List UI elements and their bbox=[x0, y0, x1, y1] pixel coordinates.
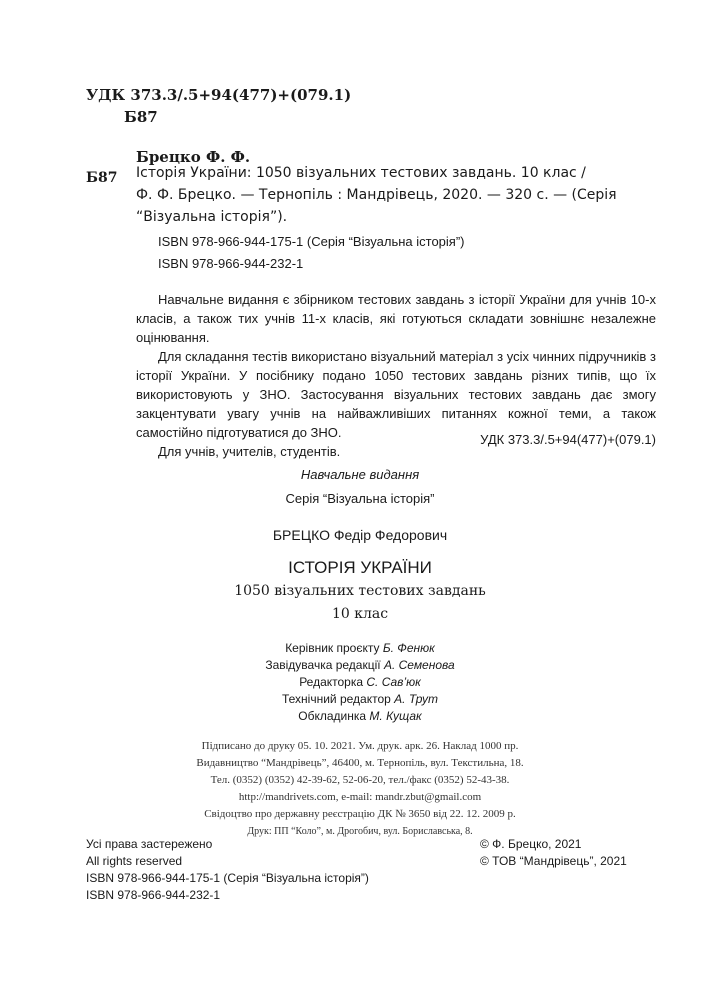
copyright-block bbox=[480, 836, 627, 870]
imprint-line: Підписано до друку 05. 10. 2021. Ум. друк. арк. 26. Наклад 1000 пр. bbox=[201, 740, 519, 752]
imprint-line: Свідоцтво про державну реєстрацію ДК № 3650 від 22. 12. 2009 р. bbox=[204, 808, 516, 820]
udk-block bbox=[86, 84, 351, 128]
credit-name: М. Кущак bbox=[369, 709, 422, 723]
credit-role: Редакторка bbox=[299, 675, 367, 689]
isbn-line: ISBN 978-966-944-175-1 (Серія “Візуальна історія”) bbox=[158, 234, 465, 249]
imprint-line: Видавництво “Мандрівець”, 46400, м. Тернопіль, вул. Текстильна, 18. bbox=[196, 757, 524, 769]
bibliographic-description bbox=[136, 162, 656, 228]
credit-name: А. Трут bbox=[394, 692, 439, 706]
author-mark-left: Б87 bbox=[86, 170, 118, 186]
credit-line bbox=[0, 674, 720, 691]
grade: 10 клас bbox=[331, 606, 389, 622]
credit-line bbox=[0, 691, 720, 708]
credit-role: Завідувачка редакції bbox=[265, 658, 384, 672]
credit-line bbox=[0, 657, 720, 674]
credit-name: С. Сав’юк bbox=[366, 675, 421, 689]
series-name: Серія “Візуальна історія” bbox=[285, 491, 435, 506]
credits bbox=[0, 640, 720, 725]
annotation-udk: УДК 373.3/.5+94(477)+(079.1) bbox=[480, 432, 656, 447]
credit-name: А. Семенова bbox=[383, 658, 455, 672]
imprint-details bbox=[0, 738, 720, 840]
bib-line: Історія України: 1050 візуальних тестових завдань. 10 клас / bbox=[136, 165, 586, 181]
credit-name: Б. Фенюк bbox=[382, 641, 435, 655]
annotation-audience: Для учнів, учителів, студентів. bbox=[158, 444, 341, 459]
annotation-paragraph: Навчальне видання є збірником тестових завдань з історії України для учнів 10-х класів, а також тих учнів 11-х класів, які готуються складати зовнішнє незалежне оцінювання. bbox=[136, 292, 656, 345]
isbn-block bbox=[158, 231, 465, 275]
bib-line: Ф. Ф. Брецко. — Тернопіль : Мандрівець, 2020. — 320 с. — (Серія bbox=[136, 187, 617, 203]
isbn-line: ISBN 978-966-944-232-1 bbox=[86, 888, 221, 902]
author-heading: Брецко Ф. Ф. bbox=[136, 148, 251, 166]
bib-line: “Візуальна історія”). bbox=[136, 209, 288, 225]
isbn-line: ISBN 978-966-944-232-1 bbox=[158, 256, 304, 271]
author-full-name: БРЕЦКО Федір Федорович bbox=[272, 527, 448, 543]
copyright-publisher: © ТОВ “Мандрівець”, 2021 bbox=[480, 854, 627, 868]
edition-type: Навчальне видання bbox=[300, 467, 420, 482]
author-mark-top: Б87 bbox=[124, 108, 158, 126]
credit-line bbox=[0, 708, 720, 725]
credit-role: Технічний редактор bbox=[281, 692, 395, 706]
rights-and-isbn bbox=[86, 836, 369, 904]
imprint-line: Тел. (0352) (0352) 42-39-62, 52-06-20, тел./факс (0352) 52-43-38. bbox=[210, 774, 510, 786]
copyright-author: © Ф. Брецко, 2021 bbox=[480, 837, 582, 851]
book-subtitle: 1050 візуальних тестових завдань bbox=[234, 583, 486, 599]
credit-line bbox=[0, 640, 720, 657]
isbn-line: ISBN 978-966-944-175-1 (Серія “Візуальна історія”) bbox=[86, 871, 369, 885]
annotation-paragraph: Для складання тестів використано візуальний матеріал з усіх чинних підручників з історії України. У посібнику подано 1050 тестових завдань різних типів, що їх використовують у ЗНО. Застосування візуальних тестових завдань дає змогу закцентувати увагу учнів на найважливіших питаннях кожної теми, а також самостійно підготуватися до ЗНО. bbox=[136, 349, 656, 440]
rights-ua: Усі права застережено bbox=[86, 837, 213, 851]
imprint-line: Друк: ПП “Коло”, м. Дрогобич, вул. Бориславська, 8. bbox=[247, 826, 473, 837]
rights-en: All rights reserved bbox=[86, 854, 183, 868]
imprint-line: http://mandrivets.com, e-mail: mandr.zbut@gmail.com bbox=[238, 791, 482, 803]
udk-code: УДК 373.3/.5+94(477)+(079.1) bbox=[86, 86, 352, 104]
credit-role: Обкладинка bbox=[298, 709, 370, 723]
credit-role: Керівник проєкту bbox=[285, 641, 383, 655]
book-title: ІСТОРІЯ УКРАЇНИ bbox=[288, 558, 432, 577]
